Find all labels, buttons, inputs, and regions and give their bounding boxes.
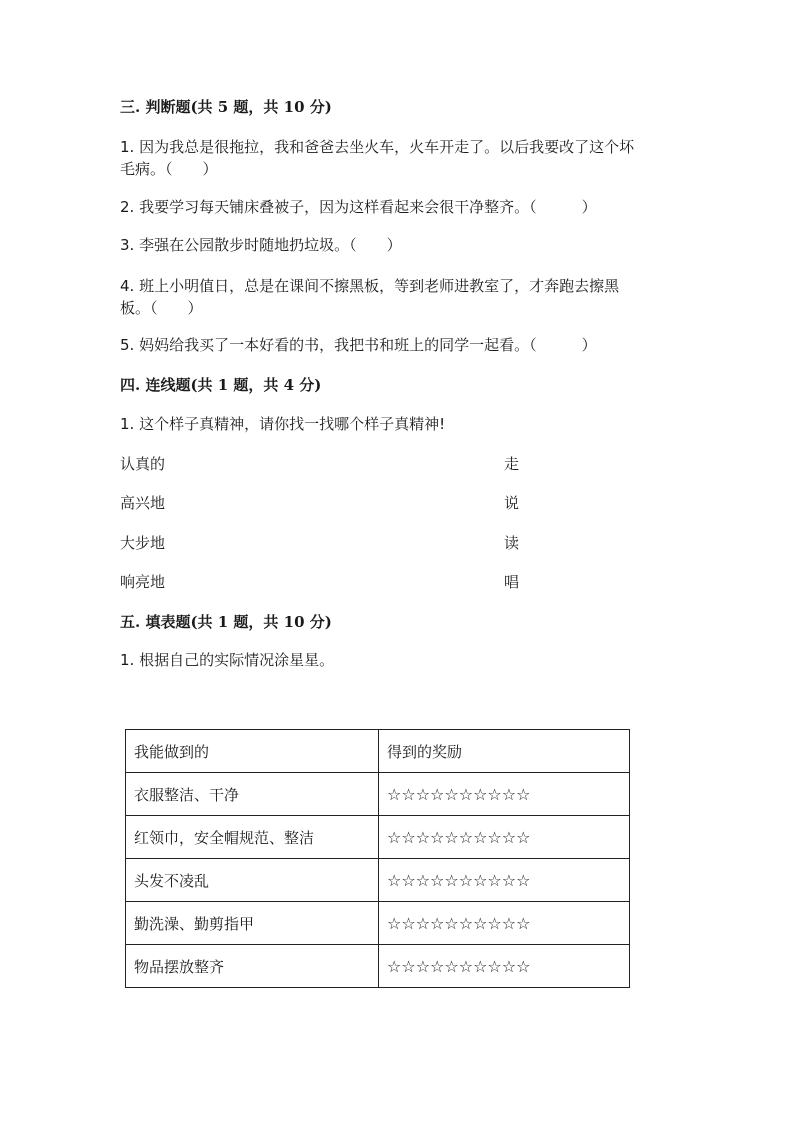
- judge-question-3-line1: 3. 李强在公园散步时随地扔垃圾。（ ）: [120, 236, 402, 254]
- table-header-cell: 我能做到的: [126, 730, 379, 773]
- match-left-item: 高兴地: [120, 494, 166, 512]
- table-cell-stars[interactable]: ☆☆☆☆☆☆☆☆☆☆: [379, 859, 630, 902]
- match-left-item: 大步地: [120, 534, 166, 552]
- match-right-item: 说: [504, 494, 520, 512]
- table-question: 1. 根据自己的实际情况涂星星。: [120, 651, 335, 669]
- table-header-row: [126, 730, 630, 773]
- table-row: [126, 859, 630, 902]
- judge-question-4-line2: 板。（ ）: [120, 299, 203, 317]
- table-row: [126, 945, 630, 988]
- match-left-item: 响亮地: [120, 573, 166, 591]
- table-cell-item: 物品摆放整齐: [126, 945, 379, 988]
- table-cell-item: 红领巾，安全帽规范、整洁: [126, 816, 379, 859]
- judge-question-2-line1: 2. 我要学习每天铺床叠被子，因为这样看起来会很干净整齐。（ ）: [120, 198, 597, 216]
- table-cell-stars[interactable]: ☆☆☆☆☆☆☆☆☆☆: [379, 945, 630, 988]
- judge-question-4: [120, 275, 680, 319]
- judge-question-1: [120, 136, 680, 180]
- judge-question-4-line1: 4. 班上小明值日，总是在课间不擦黑板，等到老师进教室了，才奔跑去擦黑: [120, 277, 620, 295]
- judge-question-2: [120, 196, 680, 218]
- judge-question-5-line1: 5. 妈妈给我买了一本好看的书，我把书和班上的同学一起看。（ ）: [120, 336, 597, 354]
- table-cell-item: 衣服整洁、干净: [126, 773, 379, 816]
- section5-title: 五. 填表题(共 1 题，共 10 分): [120, 613, 332, 631]
- star-table: [125, 729, 630, 988]
- table-header-cell: 得到的奖励: [379, 730, 630, 773]
- table-row: [126, 773, 630, 816]
- match-right-item: 唱: [504, 573, 520, 591]
- match-right-item: 读: [504, 534, 520, 552]
- matching-question: 1. 这个样子真精神，请你找一找哪个样子真精神!: [120, 415, 446, 433]
- table-cell-stars[interactable]: ☆☆☆☆☆☆☆☆☆☆: [379, 816, 630, 859]
- table-cell-item: 头发不凌乱: [126, 859, 379, 902]
- judge-question-3: [120, 234, 680, 256]
- section4-title: 四. 连线题(共 1 题，共 4 分): [120, 376, 322, 394]
- match-right-item: 走: [504, 455, 520, 473]
- table-row: [126, 816, 630, 859]
- judge-question-1-line2: 毛病。（ ）: [120, 160, 218, 178]
- table-cell-item: 勤洗澡、勤剪指甲: [126, 902, 379, 945]
- section3-title: 三. 判断题(共 5 题，共 10 分): [120, 98, 332, 116]
- judge-question-1-line1: 1. 因为我总是很拖拉，我和爸爸去坐火车，火车开走了。以后我要改了这个坏: [120, 138, 635, 156]
- judge-question-5: [120, 334, 680, 356]
- match-left-item: 认真的: [120, 455, 166, 473]
- table-row: [126, 902, 630, 945]
- table-cell-stars[interactable]: ☆☆☆☆☆☆☆☆☆☆: [379, 773, 630, 816]
- table-cell-stars[interactable]: ☆☆☆☆☆☆☆☆☆☆: [379, 902, 630, 945]
